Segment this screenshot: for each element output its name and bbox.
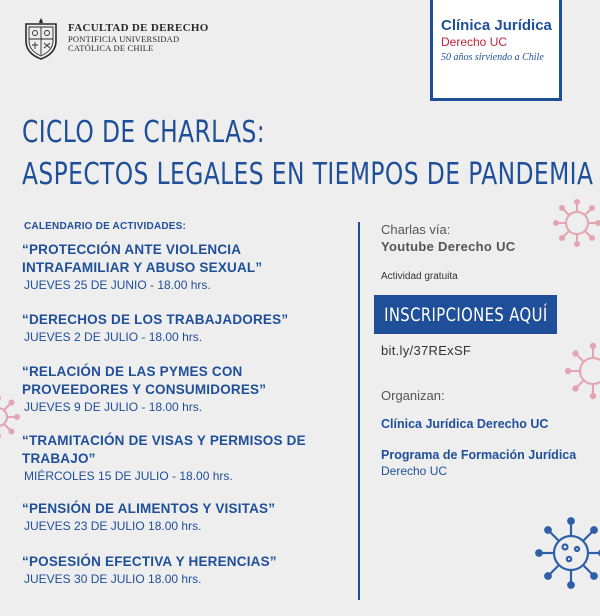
signup-button-label: INSCRIPCIONES AQUÍ bbox=[383, 303, 548, 326]
university-name-line1: PONTIFICIA UNIVERSIDAD bbox=[68, 33, 180, 44]
event-date: MIÉRCOLES 15 DE JULIO - 18.00 hrs. bbox=[24, 469, 233, 483]
coronavirus-icon bbox=[565, 340, 600, 402]
university-crest-icon bbox=[22, 15, 60, 61]
event-title-line1: “POSESIÓN EFECTIVA Y HERENCIAS” bbox=[22, 554, 277, 569]
coronavirus-icon bbox=[552, 198, 600, 248]
coronavirus-icon bbox=[535, 513, 600, 598]
column-divider bbox=[358, 222, 360, 600]
organizer-program: Programa de Formación Jurídica bbox=[381, 448, 577, 462]
event-title-line2: INTRAFAMILIAR Y ABUSO SEXUAL” bbox=[22, 260, 263, 275]
university-name-line2: CATÓLICA DE CHILE bbox=[68, 43, 154, 54]
event-title-line1: “PROTECCIÓN ANTE VIOLENCIA bbox=[22, 242, 242, 257]
event-date: JUEVES 2 DE JULIO - 18.00 hrs. bbox=[24, 330, 203, 344]
event-title-line1: “PENSIÓN DE ALIMENTOS Y VISITAS” bbox=[22, 501, 276, 516]
event-item bbox=[22, 553, 352, 588]
signup-link[interactable]: bit.ly/37RExSF bbox=[381, 343, 472, 358]
coronavirus-icon bbox=[0, 392, 22, 442]
signup-button[interactable] bbox=[374, 295, 557, 334]
clinic-tagline: 50 años sirviendo a Chile bbox=[441, 51, 544, 63]
page-title bbox=[22, 112, 593, 196]
event-title-line2: PROVEEDORES Y CONSUMIDORES” bbox=[22, 382, 267, 397]
event-date: JUEVES 30 DE JULIO 18.00 hrs. bbox=[24, 572, 202, 586]
event-title-line2: TRABAJO” bbox=[22, 451, 96, 466]
event-item bbox=[22, 241, 352, 294]
event-date: JUEVES 9 DE JULIO - 18.00 hrs. bbox=[24, 400, 203, 414]
event-item bbox=[22, 432, 352, 485]
clinic-title: Clínica Jurídica bbox=[441, 17, 552, 34]
charlas-via-label: Charlas vía: bbox=[381, 222, 451, 237]
event-title-line1: “RELACIÓN DE LAS PYMES CON bbox=[22, 364, 243, 379]
event-item bbox=[22, 363, 352, 416]
calendar-heading: CALENDARIO DE ACTIVIDADES: bbox=[24, 221, 187, 232]
clinic-badge bbox=[430, 0, 562, 101]
event-item bbox=[22, 311, 352, 346]
event-item bbox=[22, 500, 352, 535]
faculty-logo bbox=[22, 15, 209, 61]
event-title-line1: “DERECHOS DE LOS TRABAJADORES” bbox=[22, 312, 289, 327]
clinic-subtitle: Derecho UC bbox=[441, 34, 508, 49]
title-line1: CICLO DE CHARLAS: bbox=[22, 115, 266, 150]
title-line2: ASPECTOS LEGALES EN TIEMPOS DE PANDEMIA bbox=[22, 157, 594, 192]
organizer-clinic: Clínica Jurídica Derecho UC bbox=[381, 417, 549, 431]
faculty-name: FACULTAD DE DERECHO bbox=[68, 21, 209, 34]
free-activity-label: Actividad gratuita bbox=[381, 271, 458, 282]
organizer-program-sub: Derecho UC bbox=[381, 464, 448, 478]
youtube-channel: Youtube Derecho UC bbox=[381, 239, 516, 254]
event-title-line1: “TRAMITACIÓN DE VISAS Y PERMISOS DE bbox=[22, 433, 306, 448]
event-date: JUEVES 25 DE JUNIO - 18.00 hrs. bbox=[24, 278, 211, 292]
event-date: JUEVES 23 DE JULIO 18.00 hrs. bbox=[24, 519, 202, 533]
organizers-label: Organizan: bbox=[381, 388, 445, 403]
